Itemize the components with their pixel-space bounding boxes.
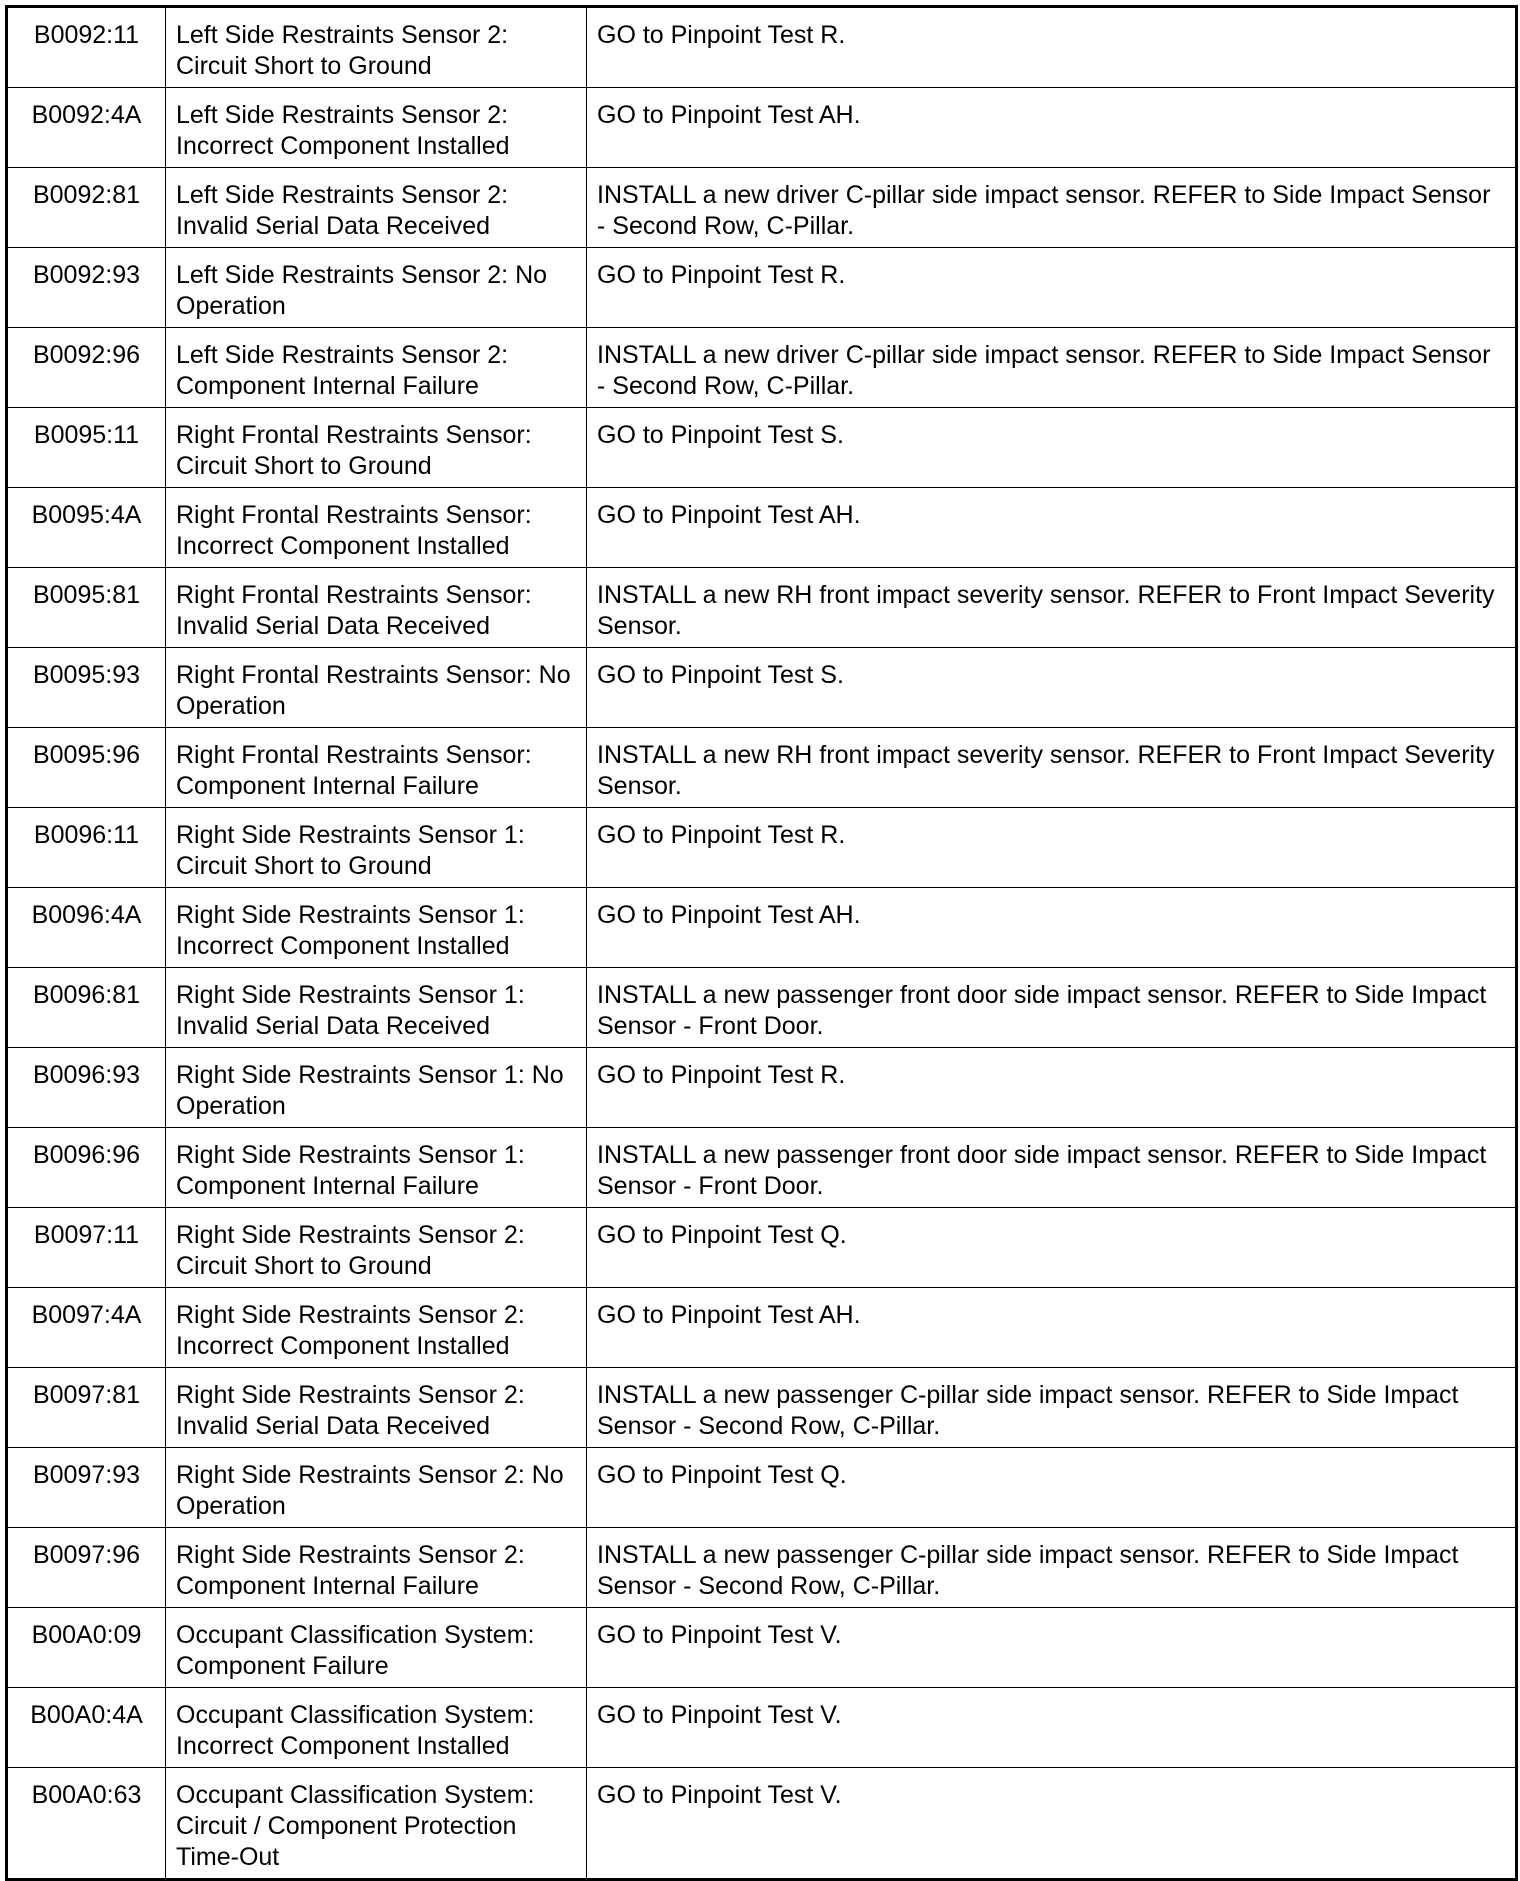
dtc-code: B0096:81 xyxy=(7,968,166,1048)
dtc-action: GO to Pinpoint Test R. xyxy=(587,1048,1517,1128)
dtc-action: GO to Pinpoint Test V. xyxy=(587,1768,1517,1880)
dtc-description: Right Side Restraints Sensor 2: No Operation xyxy=(166,1448,587,1528)
dtc-code: B0096:96 xyxy=(7,1128,166,1208)
table-row xyxy=(7,1688,1517,1768)
dtc-code: B0092:81 xyxy=(7,168,166,248)
dtc-code: B0097:4A xyxy=(7,1288,166,1368)
dtc-action: INSTALL a new RH front impact severity sensor. REFER to Front Impact Severity Sensor. xyxy=(587,568,1517,648)
table-row xyxy=(7,88,1517,168)
dtc-action: INSTALL a new driver C-pillar side impact sensor. REFER to Side Impact Sensor - Second Row, C-Pillar. xyxy=(587,328,1517,408)
dtc-code: B0096:93 xyxy=(7,1048,166,1128)
dtc-code: B00A0:63 xyxy=(7,1768,166,1880)
dtc-description: Right Frontal Restraints Sensor: Incorrect Component Installed xyxy=(166,488,587,568)
dtc-description: Left Side Restraints Sensor 2: Circuit Short to Ground xyxy=(166,7,587,88)
dtc-code: B0095:4A xyxy=(7,488,166,568)
dtc-code: B0097:81 xyxy=(7,1368,166,1448)
dtc-table-body xyxy=(7,7,1517,1880)
table-row xyxy=(7,1048,1517,1128)
table-row xyxy=(7,808,1517,888)
table-row xyxy=(7,7,1517,88)
dtc-action: INSTALL a new RH front impact severity sensor. REFER to Front Impact Severity Sensor. xyxy=(587,728,1517,808)
dtc-description: Right Frontal Restraints Sensor: Invalid Serial Data Received xyxy=(166,568,587,648)
dtc-code: B0097:93 xyxy=(7,1448,166,1528)
dtc-action: GO to Pinpoint Test V. xyxy=(587,1608,1517,1688)
dtc-action: GO to Pinpoint Test AH. xyxy=(587,88,1517,168)
dtc-code: B00A0:09 xyxy=(7,1608,166,1688)
table-row xyxy=(7,1128,1517,1208)
dtc-description: Right Frontal Restraints Sensor: Component Internal Failure xyxy=(166,728,587,808)
dtc-description: Right Side Restraints Sensor 1: No Operation xyxy=(166,1048,587,1128)
dtc-code: B0096:4A xyxy=(7,888,166,968)
table-row xyxy=(7,328,1517,408)
dtc-code: B0092:93 xyxy=(7,248,166,328)
dtc-description: Right Side Restraints Sensor 1: Circuit Short to Ground xyxy=(166,808,587,888)
dtc-description: Right Side Restraints Sensor 2: Component Internal Failure xyxy=(166,1528,587,1608)
dtc-code: B0095:11 xyxy=(7,408,166,488)
dtc-description: Left Side Restraints Sensor 2: Component Internal Failure xyxy=(166,328,587,408)
dtc-action: GO to Pinpoint Test S. xyxy=(587,408,1517,488)
dtc-action: INSTALL a new driver C-pillar side impact sensor. REFER to Side Impact Sensor - Second Row, C-Pillar. xyxy=(587,168,1517,248)
dtc-code: B0096:11 xyxy=(7,808,166,888)
dtc-description: Left Side Restraints Sensor 2: Invalid Serial Data Received xyxy=(166,168,587,248)
dtc-action: GO to Pinpoint Test S. xyxy=(587,648,1517,728)
dtc-code: B0097:11 xyxy=(7,1208,166,1288)
table-row xyxy=(7,248,1517,328)
table-row xyxy=(7,1528,1517,1608)
dtc-code: B0097:96 xyxy=(7,1528,166,1608)
dtc-description: Right Side Restraints Sensor 1: Component Internal Failure xyxy=(166,1128,587,1208)
dtc-action: GO to Pinpoint Test R. xyxy=(587,248,1517,328)
table-row xyxy=(7,568,1517,648)
dtc-action: GO to Pinpoint Test R. xyxy=(587,808,1517,888)
table-row xyxy=(7,488,1517,568)
dtc-action: INSTALL a new passenger C-pillar side impact sensor. REFER to Side Impact Sensor - Second Row, C-Pillar. xyxy=(587,1528,1517,1608)
dtc-description: Left Side Restraints Sensor 2: Incorrect Component Installed xyxy=(166,88,587,168)
dtc-description: Occupant Classification System: Incorrect Component Installed xyxy=(166,1688,587,1768)
dtc-action: INSTALL a new passenger front door side impact sensor. REFER to Side Impact Sensor - Front Door. xyxy=(587,968,1517,1048)
dtc-action: INSTALL a new passenger C-pillar side impact sensor. REFER to Side Impact Sensor - Second Row, C-Pillar. xyxy=(587,1368,1517,1448)
dtc-action: GO to Pinpoint Test AH. xyxy=(587,1288,1517,1368)
table-row xyxy=(7,1768,1517,1880)
dtc-code: B0092:4A xyxy=(7,88,166,168)
dtc-description: Occupant Classification System: Component Failure xyxy=(166,1608,587,1688)
dtc-description: Right Side Restraints Sensor 2: Incorrect Component Installed xyxy=(166,1288,587,1368)
dtc-action: GO to Pinpoint Test Q. xyxy=(587,1208,1517,1288)
dtc-description: Right Frontal Restraints Sensor: Circuit Short to Ground xyxy=(166,408,587,488)
dtc-description: Right Side Restraints Sensor 2: Circuit Short to Ground xyxy=(166,1208,587,1288)
table-row xyxy=(7,1368,1517,1448)
dtc-code: B0092:96 xyxy=(7,328,166,408)
table-row xyxy=(7,408,1517,488)
table-row xyxy=(7,888,1517,968)
table-row xyxy=(7,648,1517,728)
dtc-code: B0095:96 xyxy=(7,728,166,808)
dtc-code: B0095:93 xyxy=(7,648,166,728)
dtc-description: Right Side Restraints Sensor 2: Invalid Serial Data Received xyxy=(166,1368,587,1448)
dtc-description: Left Side Restraints Sensor 2: No Operation xyxy=(166,248,587,328)
table-row xyxy=(7,168,1517,248)
dtc-action: INSTALL a new passenger front door side impact sensor. REFER to Side Impact Sensor - Front Door. xyxy=(587,1128,1517,1208)
dtc-action: GO to Pinpoint Test Q. xyxy=(587,1448,1517,1528)
table-row xyxy=(7,728,1517,808)
dtc-description: Right Frontal Restraints Sensor: No Operation xyxy=(166,648,587,728)
dtc-action: GO to Pinpoint Test V. xyxy=(587,1688,1517,1768)
table-row xyxy=(7,1208,1517,1288)
table-row xyxy=(7,1288,1517,1368)
dtc-table xyxy=(5,5,1518,1881)
dtc-code: B0095:81 xyxy=(7,568,166,648)
dtc-description: Right Side Restraints Sensor 1: Incorrect Component Installed xyxy=(166,888,587,968)
dtc-action: GO to Pinpoint Test AH. xyxy=(587,888,1517,968)
dtc-action: GO to Pinpoint Test AH. xyxy=(587,488,1517,568)
dtc-action: GO to Pinpoint Test R. xyxy=(587,7,1517,88)
dtc-code: B00A0:4A xyxy=(7,1688,166,1768)
table-row xyxy=(7,968,1517,1048)
table-row xyxy=(7,1448,1517,1528)
table-row xyxy=(7,1608,1517,1688)
dtc-code: B0092:11 xyxy=(7,7,166,88)
dtc-description: Occupant Classification System: Circuit / Component Protection Time-Out xyxy=(166,1768,587,1880)
dtc-description: Right Side Restraints Sensor 1: Invalid Serial Data Received xyxy=(166,968,587,1048)
